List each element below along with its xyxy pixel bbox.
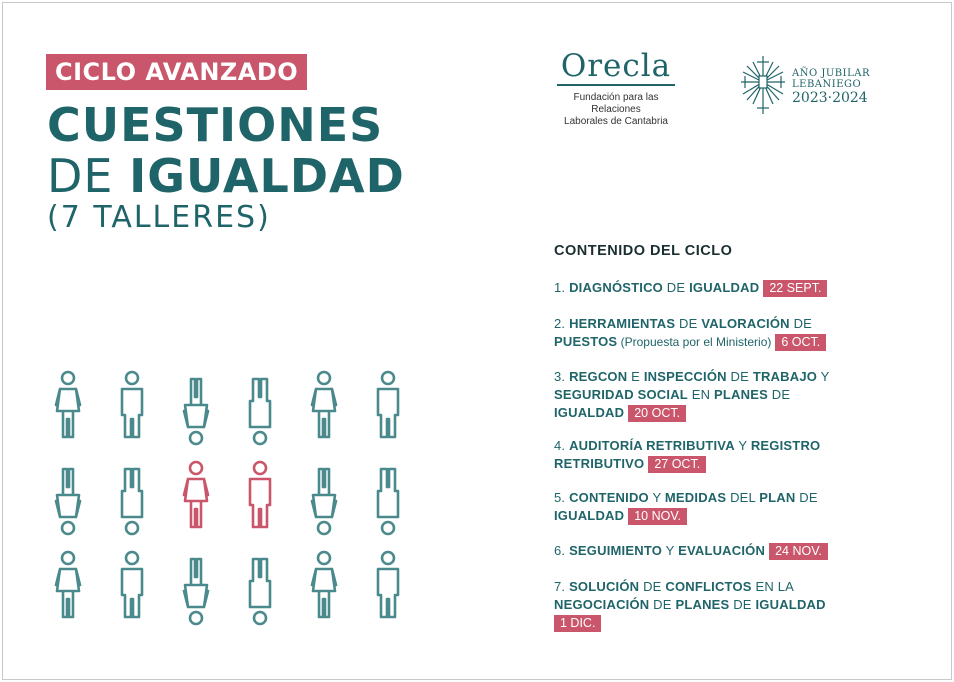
man-figure-icon (378, 372, 398, 437)
item-text: DE (675, 316, 702, 331)
list-item-1 (554, 279, 827, 297)
title-line-2 (47, 150, 405, 202)
item-note: (Propuesta por el Ministerio) (617, 335, 772, 349)
item-bold: SOLUCIÓN (569, 579, 640, 594)
woman-figure-icon (56, 372, 80, 437)
item-bold: PLANES (675, 597, 730, 612)
woman-figure-icon (184, 559, 208, 624)
item-text: Y (662, 543, 679, 558)
item-number: 6. (554, 543, 566, 558)
item-bold: PLAN (759, 490, 796, 505)
man-figure-icon (250, 379, 270, 444)
man-figure-icon (250, 559, 270, 624)
item-bold: NEGOCIACIÓN (554, 597, 650, 612)
woman-figure-icon (56, 469, 80, 534)
item-text: DE (729, 597, 756, 612)
date-badge: 20 OCT. (628, 405, 686, 422)
woman-figure-icon (184, 462, 208, 527)
man-figure-icon (122, 552, 142, 617)
man-figure-icon (122, 372, 142, 437)
title-line-2-bold: IGUALDAD (129, 149, 405, 203)
people-grid-illustration (40, 365, 420, 635)
item-text: DE (767, 387, 791, 402)
item-text: DEL (726, 490, 760, 505)
item-text: DE (663, 280, 690, 295)
item-text: Y (734, 438, 751, 453)
item-number: 4. (554, 438, 566, 453)
woman-figure-icon (56, 552, 80, 617)
title-line-2-light: DE (47, 149, 130, 203)
item-bold: DIAGNÓSTICO (569, 280, 663, 295)
orecla-sub-1: Fundación para las Relaciones (573, 92, 659, 115)
item-text: DE (789, 316, 813, 331)
man-figure-icon (122, 469, 142, 534)
man-figure-icon (378, 552, 398, 617)
list-item-6 (554, 542, 828, 560)
man-figure-icon (378, 469, 398, 534)
item-bold: CONTENIDO (569, 490, 649, 505)
item-number: 1. (554, 280, 566, 295)
item-text: DE (649, 597, 676, 612)
item-bold: RETRIBUTIVO (554, 456, 645, 471)
item-text: DE (639, 579, 666, 594)
item-bold: REGISTRO (750, 438, 821, 453)
woman-figure-icon (312, 469, 336, 534)
item-bold: CONFLICTOS (665, 579, 752, 594)
item-number: 2. (554, 316, 566, 331)
contents-heading: CONTENIDO DEL CICLO (554, 243, 733, 259)
item-bold: IGUALDAD (755, 597, 826, 612)
item-text: Y (817, 369, 830, 384)
cycle-tag: CICLO AVANZADO (46, 54, 307, 90)
jubilar-line-2: LEBANIEGO (792, 79, 862, 90)
item-number: 5. (554, 490, 566, 505)
man-figure-icon (250, 462, 270, 527)
list-item-4 (554, 437, 820, 473)
item-text: EN (687, 387, 715, 402)
list-item-2 (554, 315, 826, 351)
item-text: E (627, 369, 644, 384)
item-bold: INSPECCIÓN (643, 369, 727, 384)
jubilar-text (792, 68, 870, 106)
date-badge: 27 OCT. (648, 456, 706, 473)
date-badge: 22 SEPT. (763, 280, 827, 297)
list-item-7 (554, 578, 826, 632)
item-bold: HERRAMIENTAS (569, 316, 676, 331)
list-item-5 (554, 489, 818, 525)
item-text: EN LA (751, 579, 795, 594)
item-bold: REGCON (569, 369, 628, 384)
jubilar-line-1: AÑO JUBILAR (792, 68, 870, 79)
woman-figure-icon (184, 379, 208, 444)
item-text: DE (795, 490, 818, 505)
item-bold: MEDIDAS (664, 490, 727, 505)
item-bold: PUESTOS (554, 334, 618, 349)
title-line-1: CUESTIONES (47, 98, 384, 152)
woman-figure-icon (312, 372, 336, 437)
date-badge: 6 OCT. (775, 334, 826, 351)
date-badge: 1 DIC. (554, 615, 601, 632)
item-number: 3. (554, 369, 566, 384)
item-number: 7. (554, 579, 566, 594)
date-badge: 24 NOV. (769, 543, 828, 560)
item-bold: EVALUACIÓN (678, 543, 766, 558)
orecla-sub-2: Laborales de Cantabria (564, 116, 668, 127)
item-bold: IGUALDAD (554, 405, 625, 420)
cycle-contents (554, 243, 894, 630)
date-badge: 10 NOV. (628, 508, 687, 525)
jubilar-years: 2023·2024 (792, 90, 868, 106)
item-bold: SEGUIMIENTO (569, 543, 663, 558)
orecla-name: Orecla (560, 48, 672, 84)
item-bold: IGUALDAD (689, 280, 760, 295)
jubilar-logo (737, 54, 877, 116)
orecla-logo (551, 48, 681, 128)
item-bold: TRABAJO (752, 369, 818, 384)
title-line-3: (7 TALLERES) (47, 200, 271, 235)
item-bold: VALORACIÓN (701, 316, 790, 331)
item-bold: SEGURIDAD SOCIAL (554, 387, 688, 402)
item-text: Y (648, 490, 665, 505)
item-bold: PLANES (714, 387, 768, 402)
item-text: DE (726, 369, 753, 384)
item-bold: IGUALDAD (554, 508, 625, 523)
cross-icon (737, 54, 789, 116)
list-item-3 (554, 368, 830, 422)
orecla-rule (557, 84, 675, 86)
item-bold: AUDITORÍA RETRIBUTIVA (569, 438, 735, 453)
woman-figure-icon (312, 552, 336, 617)
